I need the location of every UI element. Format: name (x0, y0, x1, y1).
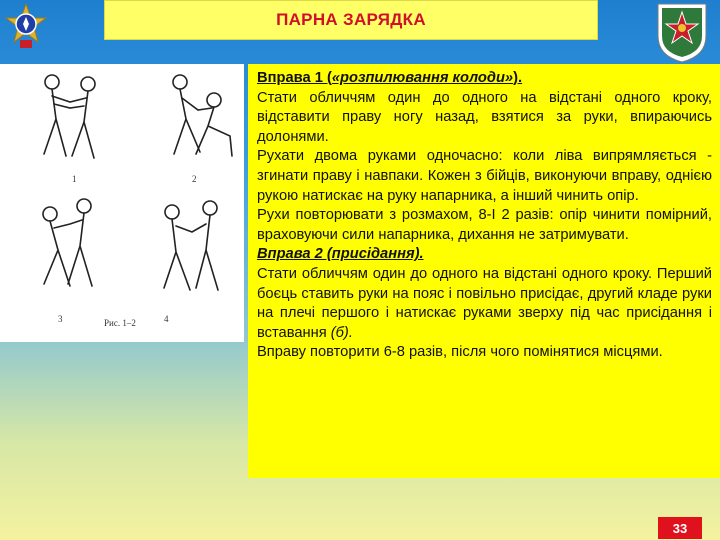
title-banner (104, 0, 598, 40)
exercise-1-paragraph-1: Стати обличчям один до одного на відстані одного кроку, відставити праву ногу назад, взятися за руки, впираючись долонями. (257, 89, 712, 145)
figure-number-1: 1 (72, 174, 77, 184)
figure-number-4: 4 (164, 314, 169, 324)
exercise-2-paragraph-1: Стати обличчям один до одного на відстані одного кроку. Перший боєць ставить руки на пояс і повільно присідає, другий кладе руки на плечі першого і натискає руками зверху під час присідання і вставання (б). (257, 265, 712, 341)
exercise-1-paragraph-3: Рухи повторювати з розмахом, 8-I 2 разів: опір чинити помірний, враховуючи сили напарника, дихання не затримувати. (257, 207, 712, 243)
page-number-badge (658, 517, 702, 539)
figure-caption: Рис. 1–2 (104, 318, 136, 328)
exercise-illustration (0, 64, 244, 342)
exercise-1-paragraph-2: Рухати двома руками одночасно: коли ліва випрямляється - згинати праву і навпаки. Кожен з бійців, виконуючи вправу, однією рукою натискає на руку напарника, а інший чинить опір. (257, 148, 712, 204)
exercise-description (248, 64, 720, 478)
page-number: 33 (672, 520, 688, 536)
exercise-2-paragraph-2: Вправу повторити 6-8 разів, після чого помінятися місцями. (257, 344, 663, 361)
figure-number-2: 2 (192, 174, 197, 184)
figure-pair-2 (173, 75, 232, 156)
exercise-2-title: Вправа 2 (присідання). (257, 246, 424, 263)
figure-pair-3 (43, 199, 92, 286)
figure-number-3: 3 (58, 314, 63, 324)
figure-pair-4 (164, 201, 218, 290)
figure-pair-1 (44, 75, 95, 158)
national-guard-emblem-icon (654, 0, 710, 64)
emergency-service-emblem-icon (4, 2, 48, 50)
exercise-1-title: Вправа 1 («розпилювання колоди»). (257, 70, 523, 86)
page-title: ПАРНА ЗАРЯДКА (276, 10, 426, 29)
